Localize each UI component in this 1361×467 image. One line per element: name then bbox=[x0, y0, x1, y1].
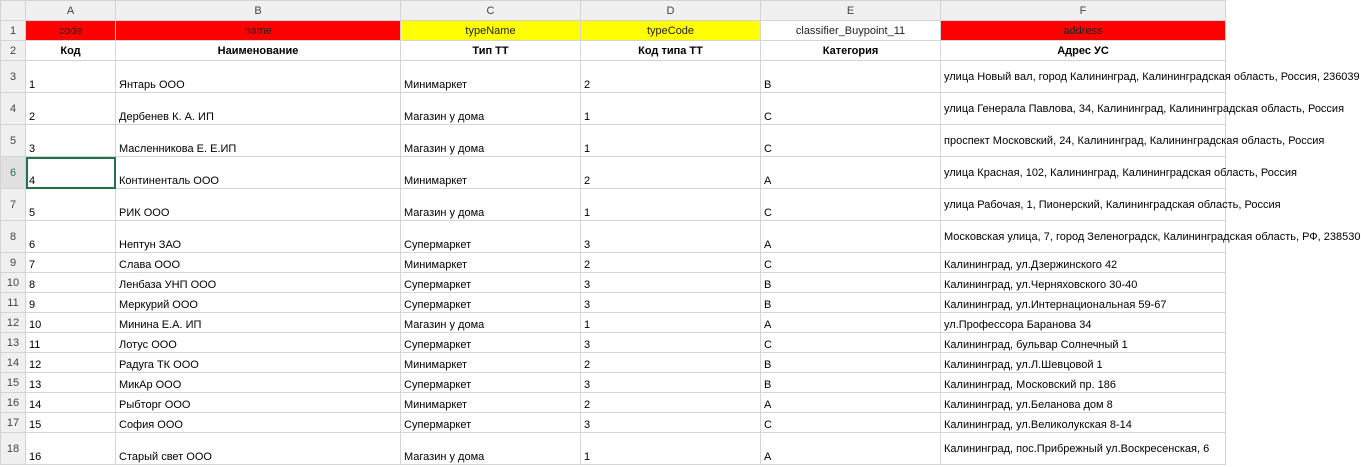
row-header[interactable]: 9 bbox=[1, 253, 26, 273]
cell-typecode[interactable]: 1 bbox=[581, 189, 761, 221]
cell-category[interactable]: B bbox=[761, 293, 941, 313]
cell-category[interactable]: C bbox=[761, 253, 941, 273]
table-row bbox=[1, 313, 1226, 333]
cell-name[interactable]: Рыбторг ООО bbox=[116, 393, 401, 413]
cell-name[interactable]: София ООО bbox=[116, 413, 401, 433]
row-header[interactable]: 18 bbox=[1, 433, 26, 465]
cell-classifier[interactable]: classifier_Buypoint_11 bbox=[761, 21, 941, 41]
cell-name[interactable]: Минина Е.А. ИП bbox=[116, 313, 401, 333]
cell-name[interactable]: name bbox=[116, 21, 401, 41]
cell-typename[interactable]: Магазин у дома bbox=[401, 313, 581, 333]
table-row bbox=[1, 253, 1226, 273]
table-row bbox=[1, 433, 1226, 465]
cell-category[interactable]: C bbox=[761, 189, 941, 221]
cell-category[interactable]: C bbox=[761, 333, 941, 353]
cell-address[interactable]: Калининград, ул.Беланова дом 8 bbox=[941, 393, 1226, 413]
row-header[interactable]: 13 bbox=[1, 333, 26, 353]
cell-title-name[interactable]: Наименование bbox=[116, 41, 401, 61]
cell-title-address[interactable]: Адрес УС bbox=[941, 41, 1226, 61]
cell-code[interactable]: 16 bbox=[26, 433, 116, 465]
cell-title-typename[interactable]: Тип ТТ bbox=[401, 41, 581, 61]
cell-name[interactable]: РИК ООО bbox=[116, 189, 401, 221]
cell-typename[interactable]: Супермаркет bbox=[401, 221, 581, 253]
cell-category[interactable]: B bbox=[761, 61, 941, 93]
cell-typecode[interactable]: 3 bbox=[581, 293, 761, 313]
cell-typecode[interactable]: 2 bbox=[581, 61, 761, 93]
cell-address[interactable]: Калининград, Московский пр. 186 bbox=[941, 373, 1226, 393]
row-header[interactable]: 15 bbox=[1, 373, 26, 393]
cell-typename[interactable]: Магазин у дома bbox=[401, 93, 581, 125]
cell-title-category[interactable]: Категория bbox=[761, 41, 941, 61]
cell-typename[interactable]: Минимаркет bbox=[401, 353, 581, 373]
cell-typename[interactable]: Минимаркет bbox=[401, 61, 581, 93]
cell-category[interactable]: C bbox=[761, 93, 941, 125]
cell-typecode[interactable]: 3 bbox=[581, 333, 761, 353]
cell-name[interactable]: Старый свет ООО bbox=[116, 433, 401, 465]
column-header-e[interactable]: E bbox=[761, 1, 941, 21]
cell-category[interactable]: B bbox=[761, 373, 941, 393]
table-row bbox=[1, 125, 1226, 157]
cell-code[interactable]: 3 bbox=[26, 125, 116, 157]
cell-typecode[interactable]: typeCode bbox=[581, 21, 761, 41]
cell-address[interactable]: Калининград, ул.Дзержинского 42 bbox=[941, 253, 1226, 273]
row-header[interactable]: 12 bbox=[1, 313, 26, 333]
table-row bbox=[1, 373, 1226, 393]
cell-typename[interactable]: Супермаркет bbox=[401, 293, 581, 313]
table-row bbox=[1, 61, 1226, 93]
row-header[interactable]: 6 bbox=[1, 157, 26, 189]
cell-title-typecode[interactable]: Код типа ТТ bbox=[581, 41, 761, 61]
row-header[interactable]: 14 bbox=[1, 353, 26, 373]
cell-title-code[interactable]: Код bbox=[26, 41, 116, 61]
cell-typecode[interactable]: 1 bbox=[581, 93, 761, 125]
cell-code[interactable]: 4 bbox=[26, 157, 116, 189]
cell-address[interactable]: address bbox=[941, 21, 1226, 41]
cell-typename[interactable]: Магазин у дома bbox=[401, 433, 581, 465]
cell-name[interactable]: Янтарь ООО bbox=[116, 61, 401, 93]
table-row bbox=[1, 353, 1226, 373]
cell-address[interactable]: Калининград, бульвар Солнечный 1 bbox=[941, 333, 1226, 353]
cell-name[interactable]: Меркурий ООО bbox=[116, 293, 401, 313]
row-header[interactable]: 17 bbox=[1, 413, 26, 433]
cell-code[interactable]: 2 bbox=[26, 93, 116, 125]
cell-code[interactable]: 15 bbox=[26, 413, 116, 433]
cell-address[interactable]: улица Рабочая, 1, Пионерский, Калининградская область, Россия bbox=[941, 189, 1226, 221]
cell-typecode[interactable]: 3 bbox=[581, 413, 761, 433]
cell-address[interactable]: Калининград, пос.Прибрежный ул.Воскресенская, 6 bbox=[941, 433, 1226, 465]
table-row bbox=[1, 221, 1226, 253]
cell-category[interactable]: C bbox=[761, 125, 941, 157]
cell-typecode[interactable]: 3 bbox=[581, 273, 761, 293]
cell-category[interactable]: A bbox=[761, 221, 941, 253]
select-all-corner[interactable] bbox=[1, 1, 26, 21]
column-header-c[interactable]: C bbox=[401, 1, 581, 21]
cell-code[interactable]: 14 bbox=[26, 393, 116, 413]
row-header[interactable]: 8 bbox=[1, 221, 26, 253]
cell-address[interactable]: Калининград, ул.Л.Шевцовой 1 bbox=[941, 353, 1226, 373]
cell-address[interactable]: Калининград, ул.Великолукская 8-14 bbox=[941, 413, 1226, 433]
row-header[interactable]: 7 bbox=[1, 189, 26, 221]
cell-address[interactable]: Калининград, ул.Черняховского 30-40 bbox=[941, 273, 1226, 293]
cell-typecode[interactable]: 3 bbox=[581, 373, 761, 393]
cell-typecode[interactable]: 3 bbox=[581, 221, 761, 253]
cell-code[interactable]: 5 bbox=[26, 189, 116, 221]
table-row bbox=[1, 413, 1226, 433]
table-row bbox=[1, 93, 1226, 125]
cell-typename[interactable]: Минимаркет bbox=[401, 157, 581, 189]
cell-address[interactable]: улица Красная, 102, Калининград, Калининградская область, Россия bbox=[941, 157, 1226, 189]
cell-typename[interactable]: Магазин у дома bbox=[401, 125, 581, 157]
column-header-d[interactable]: D bbox=[581, 1, 761, 21]
cell-address[interactable]: Калининград, ул.Интернациональная 59-67 bbox=[941, 293, 1226, 313]
table-row bbox=[1, 333, 1226, 353]
cell-typecode[interactable]: 1 bbox=[581, 125, 761, 157]
cell-code[interactable]: 1 bbox=[26, 61, 116, 93]
field-title-row bbox=[1, 41, 1226, 61]
cell-category[interactable]: A bbox=[761, 393, 941, 413]
row-header[interactable]: 11 bbox=[1, 293, 26, 313]
cell-category[interactable]: A bbox=[761, 433, 941, 465]
cell-code[interactable]: code bbox=[26, 21, 116, 41]
cell-code[interactable]: 9 bbox=[26, 293, 116, 313]
cell-typename[interactable]: Супермаркет bbox=[401, 273, 581, 293]
row-header[interactable]: 5 bbox=[1, 125, 26, 157]
cell-name[interactable]: Нептун ЗАО bbox=[116, 221, 401, 253]
cell-typecode[interactable]: 2 bbox=[581, 393, 761, 413]
table-row bbox=[1, 157, 1226, 189]
cell-category[interactable]: C bbox=[761, 413, 941, 433]
table-row bbox=[1, 273, 1226, 293]
cell-typecode[interactable]: 2 bbox=[581, 253, 761, 273]
column-header-f[interactable]: F bbox=[941, 1, 1226, 21]
cell-code[interactable]: 8 bbox=[26, 273, 116, 293]
cell-typecode[interactable]: 2 bbox=[581, 353, 761, 373]
cell-name[interactable]: Ленбаза УНП ООО bbox=[116, 273, 401, 293]
row-header[interactable]: 2 bbox=[1, 41, 26, 61]
cell-category[interactable]: B bbox=[761, 353, 941, 373]
cell-code[interactable]: 13 bbox=[26, 373, 116, 393]
cell-typename[interactable]: typeName bbox=[401, 21, 581, 41]
cell-address[interactable]: улица Генерала Павлова, 34, Калининград, Калининградская область, Россия bbox=[941, 93, 1226, 125]
cell-typename[interactable]: Минимаркет bbox=[401, 393, 581, 413]
column-header-a[interactable]: A bbox=[26, 1, 116, 21]
row-header[interactable]: 1 bbox=[1, 21, 26, 41]
cell-name[interactable]: Слава ООО bbox=[116, 253, 401, 273]
cell-category[interactable]: B bbox=[761, 273, 941, 293]
cell-typename[interactable]: Супермаркет bbox=[401, 373, 581, 393]
cell-category[interactable]: A bbox=[761, 313, 941, 333]
cell-name[interactable]: Масленникова Е. Е.ИП bbox=[116, 125, 401, 157]
table-row bbox=[1, 293, 1226, 313]
cell-address[interactable]: проспект Московский, 24, Калининград, Калининградская область, Россия bbox=[941, 125, 1226, 157]
row-header[interactable]: 10 bbox=[1, 273, 26, 293]
cell-typename[interactable]: Магазин у дома bbox=[401, 189, 581, 221]
cell-name[interactable]: Лотус ООО bbox=[116, 333, 401, 353]
cell-typename[interactable]: Супермаркет bbox=[401, 413, 581, 433]
field-code-row bbox=[1, 21, 1226, 41]
cell-name[interactable]: Дербенев К. А. ИП bbox=[116, 93, 401, 125]
cell-category[interactable]: A bbox=[761, 157, 941, 189]
cell-typecode[interactable]: 1 bbox=[581, 433, 761, 465]
cell-typename[interactable]: Минимаркет bbox=[401, 253, 581, 273]
table-row bbox=[1, 393, 1226, 413]
cell-name[interactable]: Радуга ТК ООО bbox=[116, 353, 401, 373]
cell-typecode[interactable]: 1 bbox=[581, 313, 761, 333]
column-header-row bbox=[1, 1, 1226, 21]
cell-code[interactable]: 10 bbox=[26, 313, 116, 333]
table-row bbox=[1, 189, 1226, 221]
cell-name[interactable]: МикАр ООО bbox=[116, 373, 401, 393]
column-header-b[interactable]: B bbox=[116, 1, 401, 21]
row-header[interactable]: 16 bbox=[1, 393, 26, 413]
cell-code[interactable]: 7 bbox=[26, 253, 116, 273]
cell-name[interactable]: Континенталь ООО bbox=[116, 157, 401, 189]
cell-address[interactable]: ул.Профессора Баранова 34 bbox=[941, 313, 1226, 333]
cell-address[interactable]: улица Новый вал, город Калининград, Калининградская область, Россия, 236039 bbox=[941, 61, 1226, 93]
row-header[interactable]: 4 bbox=[1, 93, 26, 125]
cell-code[interactable]: 6 bbox=[26, 221, 116, 253]
cell-code[interactable]: 11 bbox=[26, 333, 116, 353]
cell-typename[interactable]: Супермаркет bbox=[401, 333, 581, 353]
cell-typecode[interactable]: 2 bbox=[581, 157, 761, 189]
cell-code[interactable]: 12 bbox=[26, 353, 116, 373]
cell-address[interactable]: Московская улица, 7, город Зеленоградск, Калининградская область, РФ, 238530 bbox=[941, 221, 1226, 253]
row-header[interactable]: 3 bbox=[1, 61, 26, 93]
